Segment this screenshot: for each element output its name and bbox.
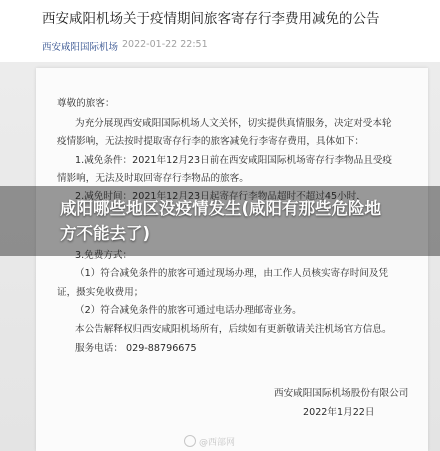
notice-line: 3.免费方式： xyxy=(75,250,133,261)
notice-greeting: 尊敬的旅客： xyxy=(57,98,115,109)
watermark xyxy=(184,435,235,448)
notice-line: 1.减免条件：2021年12月23日前在西安咸阳国际机场寄存行李物品且受疫 xyxy=(75,155,393,166)
article-title: 西安咸阳机场关于疫情期间旅客寄存行李费用减免的公告 xyxy=(42,11,380,27)
signature-org: 西安咸阳国际机场股份有限公司 xyxy=(274,388,409,399)
notice-line: 服务电话： 029-88796675 xyxy=(75,343,197,354)
notice-line: 本公告解释权归西安咸阳机场所有，后续如有更新敬请关注机场官方信息。 xyxy=(75,324,392,335)
watermark-logo-icon xyxy=(184,435,196,447)
notice-line: 2.减免时间：2021年12月23日起寄存行李物品超时不超过45小时， xyxy=(75,191,366,202)
signature-date: 2022年1月22日 xyxy=(303,407,375,418)
notice-line: （2）符合减免条件的旅客可通过电话办理邮寄业务。 xyxy=(75,305,302,316)
notice-line: 情影响，无法及时取回寄存行李物品的旅客。 xyxy=(57,173,249,184)
article-header xyxy=(0,0,440,62)
article-time: 2022-01-22 22:51 xyxy=(122,39,208,50)
watermark-text: @西部网 xyxy=(199,438,236,448)
notice-line: （1）符合减免条件的旅客可通过现场办理，由工作人员核实寄存时间及凭 xyxy=(75,268,389,279)
overlay-headline: 咸阳哪些地区没疫情发生(咸阳有那些危险地方不能去了) xyxy=(60,199,382,243)
notice-line: 证，摄实免收费用； xyxy=(57,287,144,298)
article-source[interactable]: 西安咸阳国际机场 xyxy=(42,42,119,53)
notice-line: 为充分展现西安咸阳国际机场人文关怀，切实提供真情服务，决定对受本轮 xyxy=(75,118,392,129)
notice-line: 疫情影响，无法按时提取寄存行李的旅客减免行李寄存费用，具体如下： xyxy=(57,136,364,147)
